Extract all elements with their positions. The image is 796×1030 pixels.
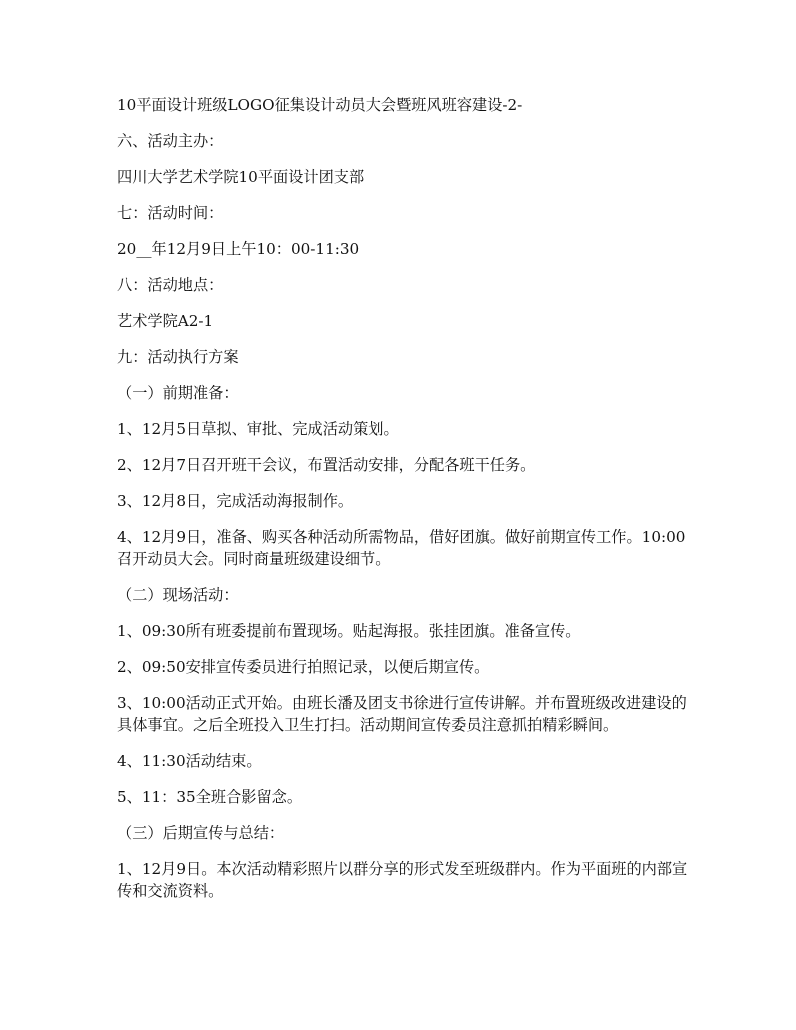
subsection-heading-onsite: （二）现场活动：	[117, 586, 239, 604]
list-item: 3、10:00活动正式开始。由班长潘及团支书徐进行宣传讲解。并布置班级改进建设的具体事宜。之后全班投入卫生打扫。活动期间宣传委员注意抓拍精彩瞬间。	[117, 694, 687, 734]
location-text: 艺术学院A2-1	[117, 312, 214, 330]
list-item: 2、09:50安排宣传委员进行拍照记录，以便后期宣传。	[117, 658, 490, 676]
list-item: 1、12月5日草拟、审批、完成活动策划。	[117, 420, 399, 438]
list-item: 4、11:30活动结束。	[117, 752, 262, 770]
subsection-heading-followup: （三）后期宣传与总结：	[117, 824, 285, 842]
list-item: 4、12月9日，准备、购买各种活动所需物品，借好团旗。做好前期宣传工作。10:00召开动员大会。同时商量班级建设细节。	[117, 528, 686, 568]
list-item: 3、12月8日，完成活动海报制作。	[117, 492, 354, 510]
list-item: 1、09:30所有班委提前布置现场。贴起海报。张挂团旗。准备宣传。	[117, 622, 581, 640]
section-heading-time: 七：活动时间：	[117, 204, 224, 222]
time-text: 20__年12月9日上午10：00-11:30	[117, 240, 360, 258]
list-item: 2、12月7日召开班干会议，布置活动安排，分配各班干任务。	[117, 456, 536, 474]
document-title: 10平面设计班级LOGO征集设计动员大会暨班风班容建设-2-	[117, 96, 523, 114]
list-item: 1、12月9日。本次活动精彩照片以群分享的形式发至班级群内。作为平面班的内部宣传和交流资料。	[117, 860, 688, 900]
section-heading-location: 八：活动地点：	[117, 276, 224, 294]
subsection-heading-preparation: （一）前期准备：	[117, 384, 239, 402]
organizer-text: 四川大学艺术学院10平面设计团支部	[117, 168, 365, 186]
section-heading-plan: 九：活动执行方案	[117, 348, 239, 366]
section-heading-organizer: 六、活动主办：	[117, 132, 224, 150]
document-page	[117, 94, 689, 916]
list-item: 5、11：35全班合影留念。	[117, 788, 303, 806]
